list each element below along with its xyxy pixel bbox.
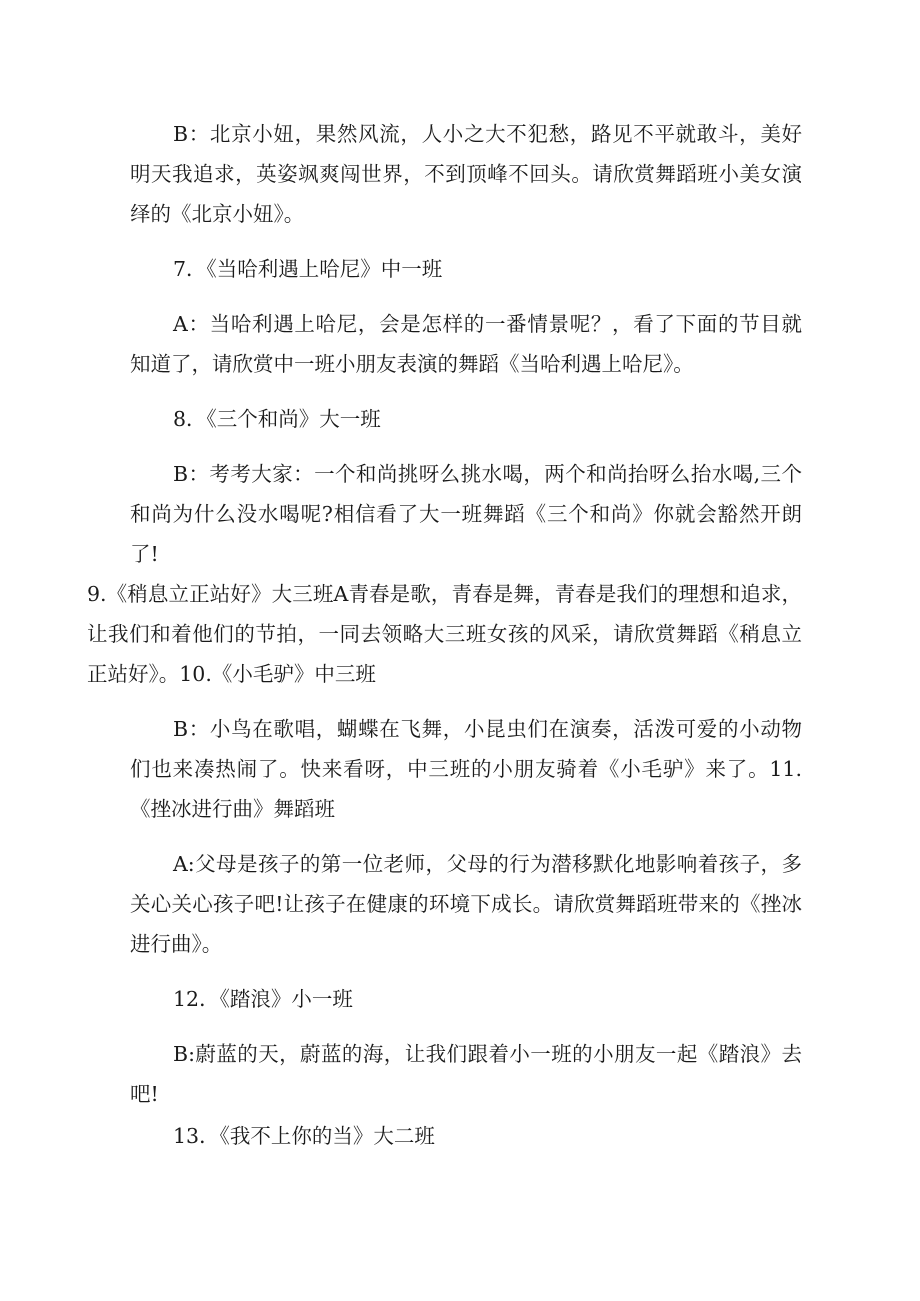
program-item-7-title: 7．《当哈利遇上哈尼》中一班 (173, 257, 443, 281)
program-item-13-title: 13．《我不上你的当》大二班 (173, 1124, 435, 1148)
document-body (87, 114, 802, 1171)
program-item-12-title: 12．《踏浪》小一班 (173, 987, 353, 1011)
program-item-8-title: 8．《三个和尚》大一班 (173, 407, 381, 431)
paragraph-little-donkey: B：小鸟在歌唱，蝴蝶在飞舞，小昆虫们在演奏，活泼可爱的小动物们也来凑热闹了。快来看呀，中三班的小朋友骑着《小毛驴》来了。11.《挫冰进行曲》舞蹈班 (130, 717, 802, 821)
paragraph-ta-lang: B:蔚蓝的天，蔚蓝的海，让我们跟着小一班的小朋友一起《踏浪》去吧! (130, 1042, 802, 1106)
paragraph-parents-teacher: A:父母是孩子的第一位老师，父母的行为潜移默化地影响着孩子，多关心关心孩子吧!让孩子在健康的环境下成长。请欣赏舞蹈班带来的《挫冰进行曲》。 (130, 852, 802, 956)
paragraph-harry-hani: A：当哈利遇上哈尼，会是怎样的一番情景呢？，看了下面的节目就知道了，请欣赏中一班小朋友表演的舞蹈《当哈利遇上哈尼》。 (130, 312, 802, 376)
paragraph-beijing-xiaoniu: B：北京小妞，果然风流，人小之大不犯愁，路见不平就敢斗，美好明天我追求，英姿飒爽闯世界，不到顶峰不回头。请欣赏舞蹈班小美女演绎的《北京小妞》。 (130, 122, 802, 226)
paragraph-item-9-10: 9.《稍息立正站好》大三班A青春是歌，青春是舞，青春是我们的理想和追求，让我们和着他们的节拍，一同去领略大三班女孩的风采，请欣赏舞蹈《稍息立正站好》。10.《小毛驴》中三班 (87, 582, 802, 686)
paragraph-three-monks: B：考考大家：一个和尚挑呀么挑水喝，两个和尚抬呀么抬水喝,三个和尚为什么没水喝呢?相信看了大一班舞蹈《三个和尚》你就会豁然开朗了! (130, 462, 802, 566)
